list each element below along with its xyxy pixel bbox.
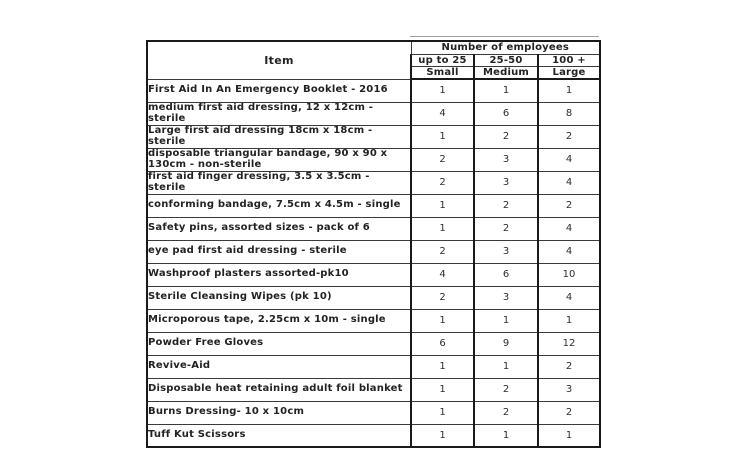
table-row	[147, 171, 600, 194]
table-row	[147, 125, 600, 148]
item-name: medium first aid dressing, 12 x 12cm - sterile	[147, 102, 411, 125]
qty-small: 1	[411, 79, 474, 102]
qty-large: 1	[538, 309, 600, 332]
table-row	[147, 424, 600, 447]
qty-medium: 9	[474, 332, 538, 355]
qty-small: 4	[411, 102, 474, 125]
table-row	[147, 240, 600, 263]
table-header	[147, 41, 600, 79]
table-row	[147, 286, 600, 309]
table-row	[147, 355, 600, 378]
item-name: Washproof plasters assorted-pk10	[147, 263, 411, 286]
table-row	[147, 263, 600, 286]
qty-large: 2	[538, 401, 600, 424]
qty-large: 1	[538, 424, 600, 447]
table-row	[147, 332, 600, 355]
qty-large: 2	[538, 125, 600, 148]
range-header-medium: 25-50	[474, 54, 538, 66]
qty-large: 4	[538, 286, 600, 309]
qty-medium: 3	[474, 171, 538, 194]
range-header-large: 100 +	[538, 54, 600, 66]
item-name: conforming bandage, 7.5cm x 4.5m - single	[147, 194, 411, 217]
qty-large: 12	[538, 332, 600, 355]
qty-large: 4	[538, 148, 600, 171]
table-row	[147, 401, 600, 424]
qty-medium: 2	[474, 401, 538, 424]
qty-medium: 3	[474, 286, 538, 309]
qty-medium: 3	[474, 148, 538, 171]
size-header-large: Large	[538, 66, 600, 79]
item-name: Disposable heat retaining adult foil blanket	[147, 378, 411, 401]
table-row	[147, 148, 600, 171]
first-aid-kit-table-container	[146, 40, 601, 448]
qty-medium: 1	[474, 355, 538, 378]
table-row	[147, 217, 600, 240]
item-name: Sterile Cleansing Wipes (pk 10)	[147, 286, 411, 309]
item-name: Microporous tape, 2.25cm x 10m - single	[147, 309, 411, 332]
range-header-small: up to 25	[411, 54, 474, 66]
qty-small: 2	[411, 148, 474, 171]
qty-large: 2	[538, 355, 600, 378]
qty-large: 4	[538, 240, 600, 263]
qty-small: 1	[411, 125, 474, 148]
qty-small: 1	[411, 401, 474, 424]
partial-top-border-line	[410, 36, 599, 37]
qty-small: 1	[411, 217, 474, 240]
qty-small: 1	[411, 378, 474, 401]
qty-medium: 2	[474, 194, 538, 217]
item-name: eye pad first aid dressing - sterile	[147, 240, 411, 263]
header-row-group	[147, 41, 600, 54]
qty-medium: 1	[474, 79, 538, 102]
qty-medium: 6	[474, 263, 538, 286]
employees-group-header: Number of employees	[411, 41, 600, 54]
item-name: Safety pins, assorted sizes - pack of 6	[147, 217, 411, 240]
qty-small: 2	[411, 240, 474, 263]
qty-small: 6	[411, 332, 474, 355]
item-name: Revive-Aid	[147, 355, 411, 378]
qty-large: 3	[538, 378, 600, 401]
item-column-header: Item	[147, 41, 411, 79]
size-header-small: Small	[411, 66, 474, 79]
item-name: First Aid In An Emergency Booklet - 2016	[147, 79, 411, 102]
qty-small: 4	[411, 263, 474, 286]
qty-medium: 2	[474, 125, 538, 148]
item-name: disposable triangular bandage, 90 x 90 x 130cm - non-sterile	[147, 148, 411, 171]
first-aid-kit-contents-table	[146, 40, 601, 448]
qty-large: 10	[538, 263, 600, 286]
qty-large: 8	[538, 102, 600, 125]
table-row	[147, 309, 600, 332]
item-name: first aid finger dressing, 3.5 x 3.5cm - sterile	[147, 171, 411, 194]
qty-large: 4	[538, 171, 600, 194]
qty-small: 1	[411, 309, 474, 332]
table-body	[147, 79, 600, 447]
qty-small: 2	[411, 286, 474, 309]
qty-small: 1	[411, 424, 474, 447]
item-name: Burns Dressing- 10 x 10cm	[147, 401, 411, 424]
item-name: Tuff Kut Scissors	[147, 424, 411, 447]
table-row	[147, 79, 600, 102]
qty-medium: 2	[474, 378, 538, 401]
size-header-medium: Medium	[474, 66, 538, 79]
qty-large: 1	[538, 79, 600, 102]
qty-medium: 3	[474, 240, 538, 263]
qty-medium: 6	[474, 102, 538, 125]
qty-medium: 1	[474, 309, 538, 332]
item-name: Powder Free Gloves	[147, 332, 411, 355]
item-name: Large first aid dressing 18cm x 18cm - sterile	[147, 125, 411, 148]
qty-small: 2	[411, 171, 474, 194]
table-row	[147, 102, 600, 125]
table-row	[147, 378, 600, 401]
qty-large: 4	[538, 217, 600, 240]
table-row	[147, 194, 600, 217]
qty-medium: 1	[474, 424, 538, 447]
qty-large: 2	[538, 194, 600, 217]
qty-small: 1	[411, 355, 474, 378]
qty-small: 1	[411, 194, 474, 217]
qty-medium: 2	[474, 217, 538, 240]
